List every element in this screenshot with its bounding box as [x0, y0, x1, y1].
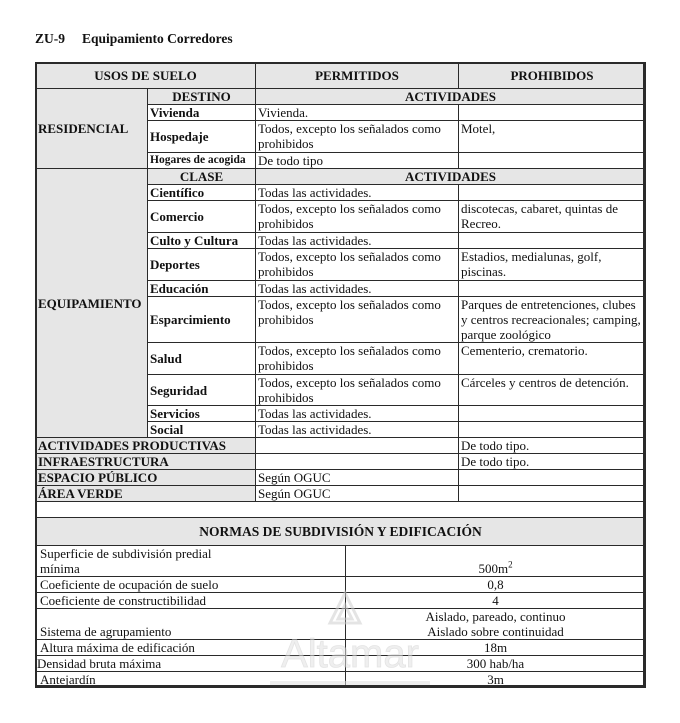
norm-value-superscript: 2	[508, 559, 513, 570]
permitted-cell: Todos, excepto los señalados como prohibidos	[255, 200, 459, 233]
prohibited-cell	[458, 232, 646, 249]
permitted-cell: Todos, excepto los señalados como prohibidos	[255, 120, 459, 153]
group-residencial: RESIDENCIAL	[35, 88, 148, 169]
norm-value-number: 300 hab/ha	[466, 656, 525, 671]
use-name: Hogares de acogida	[147, 152, 256, 169]
norm-label	[35, 671, 346, 688]
use-name: Vivienda	[147, 104, 256, 121]
norm-label	[35, 592, 346, 609]
norm-label-text: Densidad bruta máxima	[37, 656, 162, 671]
permitted-cell: Todos, excepto los señalados como prohibidos	[255, 374, 459, 406]
prohibited-cell	[458, 104, 646, 121]
watermark-text: Altamar	[281, 632, 419, 676]
norm-value-line: Aislado sobre continuidad	[427, 624, 564, 639]
use-name: Servicios	[147, 405, 256, 422]
activities-header: ACTIVIDADES	[255, 88, 646, 105]
permitted-cell: Todos, excepto los señalados como prohibidos	[255, 248, 459, 281]
use-name: Social	[147, 421, 256, 438]
document-title	[35, 31, 233, 47]
use-name: Salud	[147, 342, 256, 375]
norm-label-text: Altura máxima de edificación	[40, 640, 195, 655]
norm-label	[35, 576, 346, 593]
permitted-cell: De todo tipo	[255, 152, 459, 169]
norm-value	[345, 545, 646, 577]
norm-value	[345, 671, 646, 688]
prohibited-cell	[458, 485, 646, 502]
prohibited-cell	[458, 421, 646, 438]
norm-value-number: 0,8	[487, 577, 504, 592]
activities-header: ACTIVIDADES	[255, 168, 646, 185]
permitted-cell	[255, 453, 459, 470]
norm-label	[35, 655, 346, 672]
prohibited-cell: Parques de entretenciones, clubes y centros recreacionales; camping, parque zoológico	[458, 296, 646, 343]
prohibited-cell	[458, 152, 646, 169]
norm-label	[35, 639, 346, 656]
use-name: Educación	[147, 280, 256, 297]
norm-value-text	[484, 640, 507, 655]
permitted-cell	[255, 437, 459, 454]
sub-header-destino: DESTINO	[147, 88, 256, 105]
sub-header-clase: CLASE	[147, 168, 256, 185]
permitted-cell: Todas las actividades.	[255, 405, 459, 422]
permitted-cell: Todas las actividades.	[255, 184, 459, 201]
permitted-cell: Todos, excepto los señalados como prohibidos	[255, 296, 459, 343]
norm-value	[345, 576, 646, 593]
norm-value-text	[487, 672, 504, 687]
prohibited-cell: De todo tipo.	[458, 453, 646, 470]
prohibited-cell	[458, 469, 646, 486]
use-name: ESPACIO PÚBLICO	[35, 469, 256, 486]
group-equipamiento: EQUIPAMIENTO	[35, 168, 148, 438]
spacer-row	[35, 501, 646, 518]
permitted-cell: Según OGUC	[255, 485, 459, 502]
use-name: Deportes	[147, 248, 256, 281]
norm-value	[345, 608, 646, 640]
norm-value-text	[487, 577, 503, 592]
prohibited-cell	[458, 280, 646, 297]
permitted-cell: Todos, excepto los señalados como prohibidos	[255, 342, 459, 375]
use-name: ACTIVIDADES PRODUCTIVAS	[35, 437, 256, 454]
permitted-cell: Todas las actividades.	[255, 232, 459, 249]
norm-label-text: Superficie de subdivisión predial mínima	[40, 546, 212, 576]
permitted-cell: Vivienda.	[255, 104, 459, 121]
use-name: Comercio	[147, 200, 256, 233]
use-name: Esparcimiento	[147, 296, 256, 343]
norms-header: NORMAS DE SUBDIVISIÓN Y EDIFICACIÓN	[35, 517, 646, 546]
norm-label	[35, 608, 346, 640]
permitted-cell: Todas las actividades.	[255, 421, 459, 438]
norm-value	[345, 655, 646, 672]
norm-value-text	[492, 593, 499, 608]
prohibited-cell: Estadios, medialunas, golf, piscinas.	[458, 248, 646, 281]
norm-value-text	[467, 656, 524, 671]
use-name: Seguridad	[147, 374, 256, 406]
norm-value-number: 500m	[478, 561, 509, 576]
norm-label-text: Sistema de agrupamiento	[40, 624, 172, 639]
prohibited-cell: Cárceles y centros de detención.	[458, 374, 646, 406]
norm-label-text: Coeficiente de ocupación de suelo	[40, 577, 219, 592]
prohibited-cell	[458, 405, 646, 422]
norm-value-number: 4	[492, 593, 499, 608]
prohibited-cell: Cementerio, crematorio.	[458, 342, 646, 375]
zone-code: ZU-9	[35, 31, 65, 46]
use-name: Científico	[147, 184, 256, 201]
prohibited-cell: discotecas, cabaret, quintas de Recreo.	[458, 200, 646, 233]
use-name: Hospedaje	[147, 120, 256, 153]
use-name: ÁREA VERDE	[35, 485, 256, 502]
norm-value-text	[478, 561, 512, 576]
header-prohibidos: PROHIBIDOS	[458, 62, 646, 89]
norm-label	[35, 545, 346, 577]
header-usos-de-suelo: USOS DE SUELO	[35, 62, 256, 89]
prohibited-cell: Motel,	[458, 120, 646, 153]
use-name: INFRAESTRUCTURA	[35, 453, 256, 470]
norm-value-number: 3m	[487, 672, 504, 687]
norm-value-number: 18m	[483, 640, 508, 655]
prohibited-cell: De todo tipo.	[458, 437, 646, 454]
prohibited-cell	[458, 184, 646, 201]
norm-value	[345, 592, 646, 609]
header-permitidos: PERMITIDOS	[255, 62, 459, 89]
zone-name: Equipamiento Corredores	[82, 31, 233, 46]
permitted-cell: Según OGUC	[255, 469, 459, 486]
use-name: Culto y Cultura	[147, 232, 256, 249]
norm-label-text: Coeficiente de constructibilidad	[40, 593, 207, 608]
norm-value	[345, 639, 646, 656]
permitted-cell: Todas las actividades.	[255, 280, 459, 297]
norm-value-line: Aislado, pareado, continuo	[425, 609, 566, 624]
norm-label-text: Antejardín	[40, 672, 96, 687]
